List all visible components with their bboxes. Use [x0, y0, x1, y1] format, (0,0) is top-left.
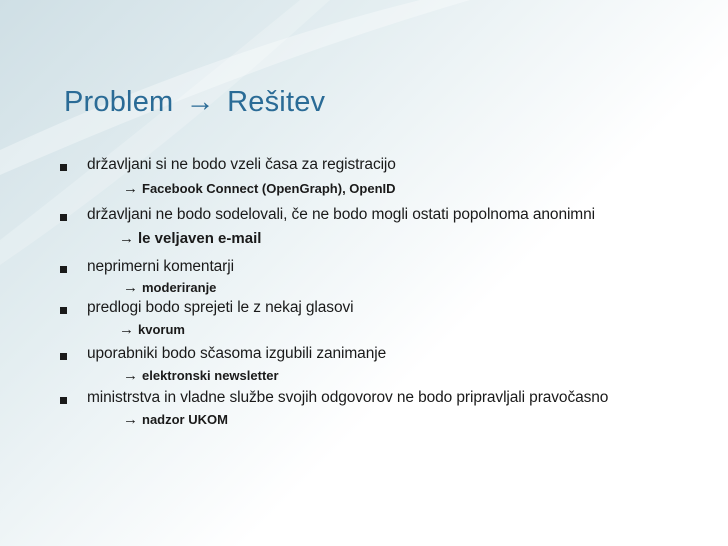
slide-title	[64, 86, 325, 119]
solution-label: elektronski newsletter	[142, 368, 279, 383]
arrow-right-icon: →	[123, 279, 138, 296]
solution-text	[123, 279, 216, 296]
solution-text	[123, 180, 396, 197]
solution-label: moderiranje	[142, 280, 217, 295]
title-problem: Problem	[64, 86, 174, 118]
bullet-icon	[60, 266, 67, 273]
bullet-icon	[60, 164, 67, 171]
solution-text	[123, 411, 228, 428]
problem-text: državljani si ne bodo vzeli časa za registracijo	[87, 156, 396, 173]
problem-text: predlogi bodo sprejeti le z nekaj glasovi	[87, 299, 354, 316]
problem-text: državljani ne bodo sodelovali, če ne bodo mogli ostati popolnoma anonimni	[87, 206, 595, 223]
solution-text	[119, 230, 261, 247]
arrow-right-icon: →	[123, 367, 138, 384]
solution-label: Facebook Connect (OpenGraph), OpenID	[142, 181, 396, 196]
title-arrow-icon: →	[185, 86, 215, 118]
problem-text: uporabniki bodo sčasoma izgubili zanimanje	[87, 345, 387, 362]
bullet-icon	[60, 353, 67, 360]
solution-label: kvorum	[138, 322, 185, 337]
arrow-right-icon: →	[123, 180, 138, 197]
solution-label: le veljaven e-mail	[138, 230, 262, 247]
solution-text	[123, 367, 279, 384]
arrow-right-icon: →	[119, 230, 134, 247]
solution-label: nadzor UKOM	[142, 412, 228, 427]
bullet-icon	[60, 214, 67, 221]
title-resitev: Rešitev	[227, 86, 326, 118]
arrow-right-icon: →	[119, 321, 134, 338]
problem-text: ministrstva in vladne službe svojih odgovorov ne bodo pripravljali pravočasno	[87, 389, 609, 406]
arrow-right-icon: →	[123, 411, 138, 428]
bullet-icon	[60, 397, 67, 404]
solution-text	[119, 321, 185, 338]
bullet-icon	[60, 307, 67, 314]
problem-text: neprimerni komentarji	[87, 258, 234, 275]
